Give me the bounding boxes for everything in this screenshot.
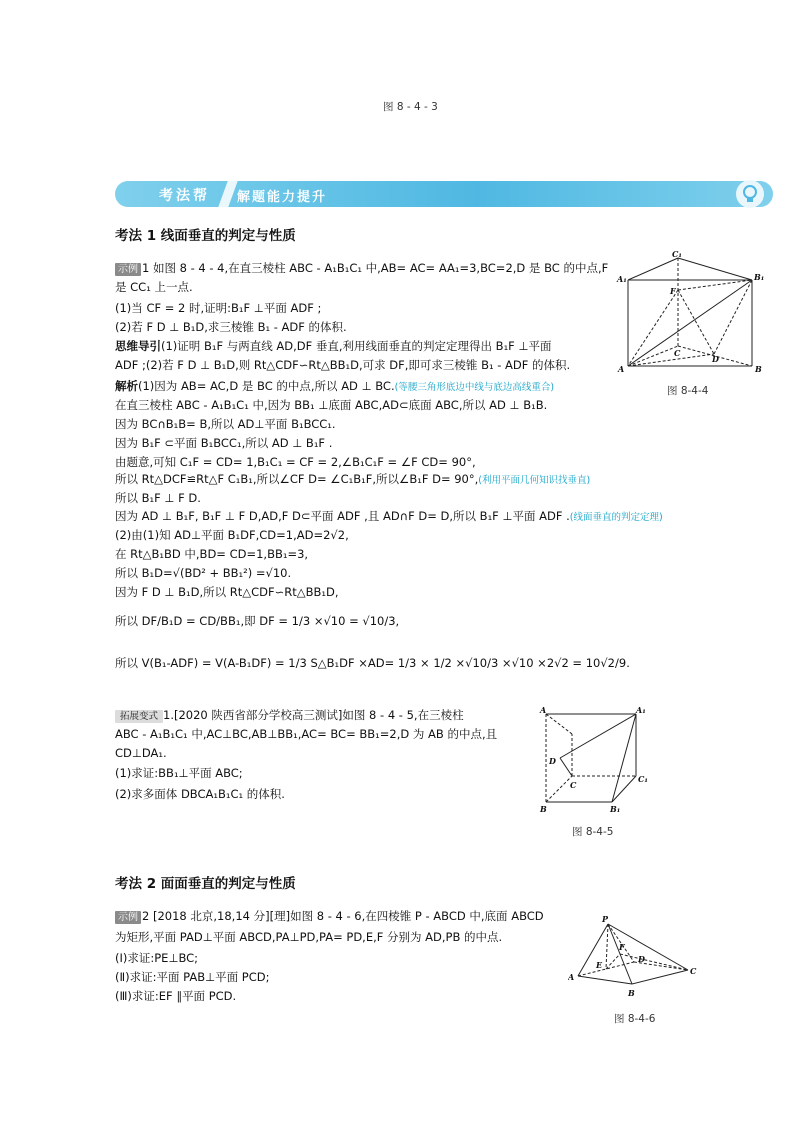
banner-separator (218, 181, 237, 207)
analysis-note8: (线面垂直的判定定理) (569, 512, 663, 523)
banner-subtitle: 解题能力提升 (237, 190, 328, 205)
analysis-line4: 因为 B₁F ⊂平面 B₁BCC₁,所以 AD ⊥ B₁F . (115, 436, 333, 450)
figure-caption-8-4-3: 图 8 - 4 - 3 (383, 101, 438, 113)
section2-heading: 考法 2 面面垂直的判定与性质 (115, 876, 296, 892)
label-d: D (712, 354, 719, 364)
analysis-text1: (1)因为 AB= AC,D 是 BC 的中点,所以 AD ⊥ BC. (138, 379, 395, 393)
example-tag: 示例 (115, 263, 141, 276)
analysis-note1: (等腰三角形底边中线与底边高线重合) (394, 382, 555, 393)
example1-line4: (2)若 F D ⊥ B₁D,求三棱锥 B₁ - ADF 的体积. (115, 320, 347, 334)
example1-line3: (1)当 CF = 2 时,证明:B₁F ⊥平面 ADF ; (115, 301, 322, 315)
example2-line1 (115, 909, 544, 924)
label-c: C (674, 348, 681, 358)
label-a1: A₁ (636, 705, 646, 715)
label-a: A (618, 364, 625, 374)
analysis-line8 (115, 509, 663, 525)
example2-line3: (Ⅰ)求证:PE⊥BC; (115, 951, 199, 965)
example2-text1: 2 [2018 北京,18,14 分][理]如图 8 - 4 - 6,在四棱锥 P - ABCD 中,底面 ABCD (142, 909, 544, 923)
example2-line5: (Ⅲ)求证:EF ∥平面 PCD. (115, 989, 237, 1003)
variant-line3: CD⊥DA₁. (115, 746, 167, 760)
analysis-line6 (115, 472, 590, 488)
variant-tag: 拓展变式 (115, 710, 163, 723)
label-b: B (628, 988, 635, 998)
label-a: A (540, 705, 547, 715)
label-b1: B₁ (754, 272, 765, 282)
label-d: D (638, 954, 645, 964)
label-a: A (568, 972, 575, 982)
analysis-line2: 在直三棱柱 ABC - A₁B₁C₁ 中,因为 BB₁ ⊥底面 ABC,AD⊂底面 ABC,所以 AD ⊥ B₁B. (115, 398, 548, 412)
think-line1 (115, 339, 551, 354)
analysis-line13: 所以 DF/B₁D = CD/BB₁,即 DF = 1/3 ×√10 = √10/3, (115, 614, 400, 628)
analysis-text8: 因为 AD ⊥ B₁F, B₁F ⊥ F D,AD,F D⊂平面 ADF ,且 AD∩F D= D,所以 B₁F ⊥平面 ADF . (115, 509, 570, 523)
label-f: F (670, 286, 676, 296)
analysis-line11: 所以 B₁D=√(BD² + BB₁²) =√10. (115, 566, 292, 580)
analysis-line9: (2)由(1)知 AD⊥平面 B₁DF,CD=1,AD=2√2, (115, 528, 349, 542)
figure-caption-8-4-5: 图 8-4-5 (572, 826, 614, 838)
section-banner (115, 181, 773, 207)
label-b1: B₁ (610, 804, 621, 814)
analysis-line5: 由题意,可知 C₁F = CD= 1,B₁C₁ = CF = 2,∠B₁C₁F = ∠F CD= 90°, (115, 455, 476, 469)
variant-line5: (2)求多面体 DBCA₁B₁C₁ 的体积. (115, 787, 285, 801)
example2-line4: (Ⅱ)求证:平面 PAB⊥平面 PCD; (115, 970, 270, 984)
analysis-line1 (115, 379, 554, 395)
label-c1: C₁ (638, 774, 648, 784)
example-tag: 示例 (115, 911, 141, 924)
analysis-tag: 解析 (115, 379, 138, 393)
label-d: D (549, 756, 556, 766)
think-text1: (1)证明 B₁F 与两直线 AD,DF 垂直,利用线面垂直的判定定理得出 B₁F ⊥平面 (161, 339, 552, 353)
figure-caption-8-4-6: 图 8-4-6 (614, 1013, 656, 1025)
think-line2: ADF ;(2)若 F D ⊥ B₁D,则 Rt△CDF∽Rt△BB₁D,可求 DF,即可求三棱锥 B₁ - ADF 的体积. (115, 358, 571, 372)
label-e: E (596, 960, 603, 970)
analysis-line12: 因为 F D ⊥ B₁D,所以 Rt△CDF∽Rt△BB₁D, (115, 585, 339, 599)
variant-line4: (1)求证:BB₁⊥平面 ABC; (115, 766, 243, 780)
label-f: F (619, 942, 625, 952)
example1-text1: 1 如图 8 - 4 - 4,在直三棱柱 ABC - A₁B₁C₁ 中,AB= AC= AA₁=3,BC=2,D 是 BC 的中点,F (142, 261, 609, 275)
example1-line2: 是 CC₁ 上一点. (115, 280, 193, 294)
variant-line1 (115, 708, 464, 723)
example1-line1 (115, 261, 608, 276)
label-c1: C₁ (672, 250, 682, 259)
label-c: C (570, 780, 577, 790)
analysis-line7: 所以 B₁F ⊥ F D. (115, 491, 201, 505)
variant-line2: ABC - A₁B₁C₁ 中,AC⊥BC,AB⊥BB₁,AC= BC= BB₁=2,D 为 AB 的中点,且 (115, 727, 498, 741)
analysis-text6: 所以 Rt△DCF≌Rt△F C₁B₁,所以∠CF D= ∠C₁B₁F,所以∠B₁F D= 90°, (115, 472, 479, 486)
section1-heading: 考法 1 线面垂直的判定与性质 (115, 228, 296, 244)
label-b: B (540, 804, 547, 814)
label-a1: A₁ (617, 274, 627, 284)
example2-line2: 为矩形,平面 PAD⊥平面 ABCD,PA⊥PD,PA= PD,E,F 分别为 AD,PB 的中点. (115, 930, 503, 944)
label-b: B (755, 364, 762, 374)
think-tag: 思维导引 (115, 339, 161, 353)
figure-8-4-4 (616, 250, 772, 378)
variant-text1: 1.[2020 陕西省部分学校高三测试]如图 8 - 4 - 5,在三棱柱 (163, 708, 464, 722)
analysis-line14: 所以 V(B₁-ADF) = V(A-B₁DF) = 1/3 S△B₁DF ×AD= 1/3 × 1/2 ×√10/3 ×√10 ×2√2 = 10√2/9. (115, 656, 630, 670)
analysis-line3: 因为 BC∩B₁B= B,所以 AD⊥平面 B₁BCC₁. (115, 417, 336, 431)
analysis-note6: (利用平面几何知识找垂直) (478, 475, 591, 486)
label-p: P (602, 914, 609, 924)
figure-8-4-6 (568, 912, 708, 1002)
lightbulb-icon (735, 179, 765, 209)
analysis-line10: 在 Rt△B₁BD 中,BD= CD=1,BB₁=3, (115, 547, 309, 561)
figure-caption-8-4-4: 图 8-4-4 (667, 385, 709, 397)
label-c: C (690, 966, 697, 976)
banner-title: 考法帮 (159, 188, 210, 204)
figure-8-4-5 (532, 704, 652, 816)
